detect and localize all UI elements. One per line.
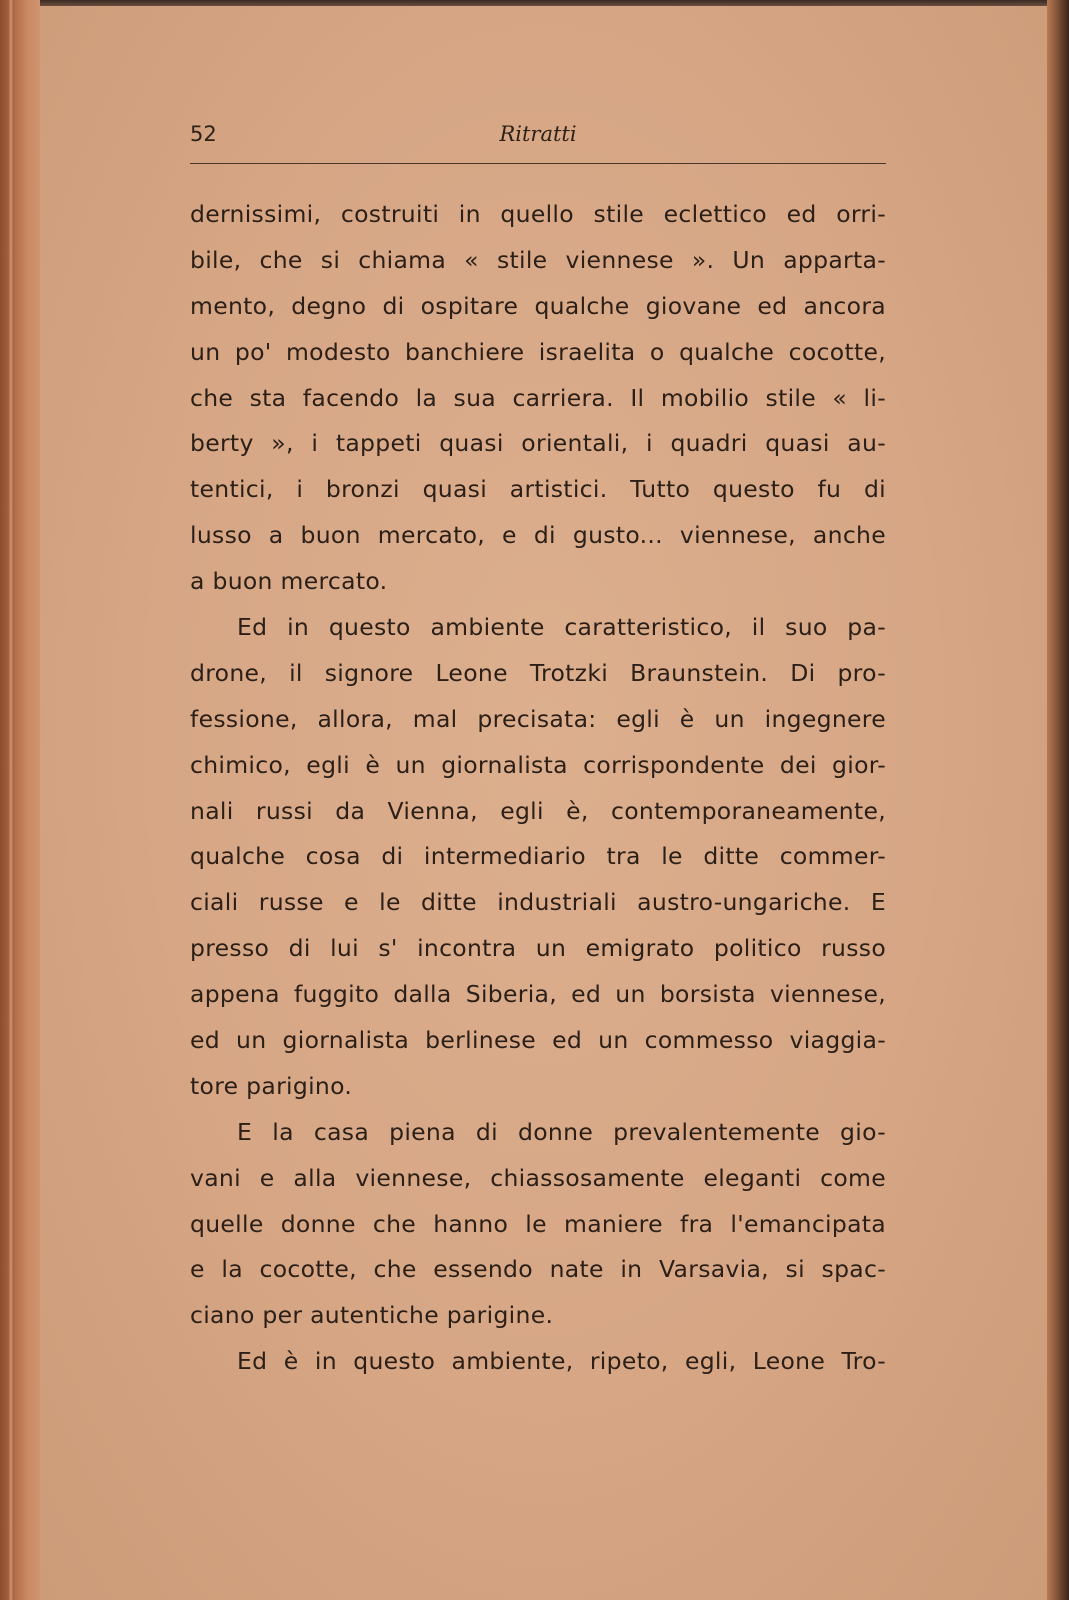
book-right-edge [1047, 0, 1069, 1600]
text-line: un po' modesto banchiere israelita o qualche cocotte, [190, 337, 886, 366]
text-line: lusso a buon mercato, e di gusto... viennese, anche [190, 521, 886, 550]
text-line: Ed è in questo ambiente, ripeto, egli, Leone Tro- [237, 1347, 886, 1376]
text-line: fessione, allora, mal precisata: egli è un ingegnere [190, 704, 886, 733]
text-line: drone, il signore Leone Trotzki Braunstein. Di pro- [190, 658, 886, 687]
text-line: chimico, egli è un giornalista corrispondente dei gior- [190, 750, 886, 779]
text-line: ed un giornalista berlinese ed un commesso viaggia- [190, 1026, 886, 1055]
text-line: presso di lui s' incontra un emigrato politico russo [190, 934, 886, 963]
text-line: berty », i tappeti quasi orientali, i quadri quasi au- [190, 429, 886, 458]
text-line: nali russi da Vienna, egli è, contemporaneamente, [190, 796, 886, 825]
text-line: qualche cosa di intermediario tra le ditte commer- [190, 842, 886, 871]
text-line: Ed in questo ambiente caratteristico, il suo pa- [237, 613, 886, 642]
text-line: a buon mercato. [190, 567, 388, 596]
body-text [190, 192, 886, 1385]
text-line: vani e alla viennese, chiassosamente eleganti come [190, 1163, 886, 1192]
page-header [190, 116, 886, 158]
text-line: mento, degno di ospitare qualche giovane ed ancora [190, 291, 886, 320]
page-number: 52 [190, 122, 217, 146]
text-line: quelle donne che hanno le maniere fra l'emancipata [190, 1209, 886, 1238]
text-line: ciano per autentiche parigine. [190, 1301, 554, 1330]
text-line: ciali russe e le ditte industriali austro-ungariche. E [190, 888, 886, 917]
text-line: che sta facendo la sua carriera. Il mobilio stile « li- [190, 383, 886, 412]
text-line: appena fuggito dalla Siberia, ed un borsista viennese, [190, 980, 886, 1009]
text-line: dernissimi, costruiti in quello stile eclettico ed orri- [190, 200, 886, 228]
text-line: bile, che si chiama « stile viennese ». Un apparta- [190, 245, 886, 274]
running-head: Ritratti [499, 122, 577, 146]
text-line: E la casa piena di donne prevalentemente gio- [237, 1117, 886, 1146]
header-rule [190, 163, 886, 164]
text-line: tentici, i bronzi quasi artistici. Tutto questo fu di [190, 475, 886, 504]
text-line: tore parigino. [190, 1071, 353, 1100]
book-spine-edge [0, 0, 40, 1600]
text-line: e la cocotte, che essendo nate in Varsavia, si spac- [190, 1255, 886, 1284]
